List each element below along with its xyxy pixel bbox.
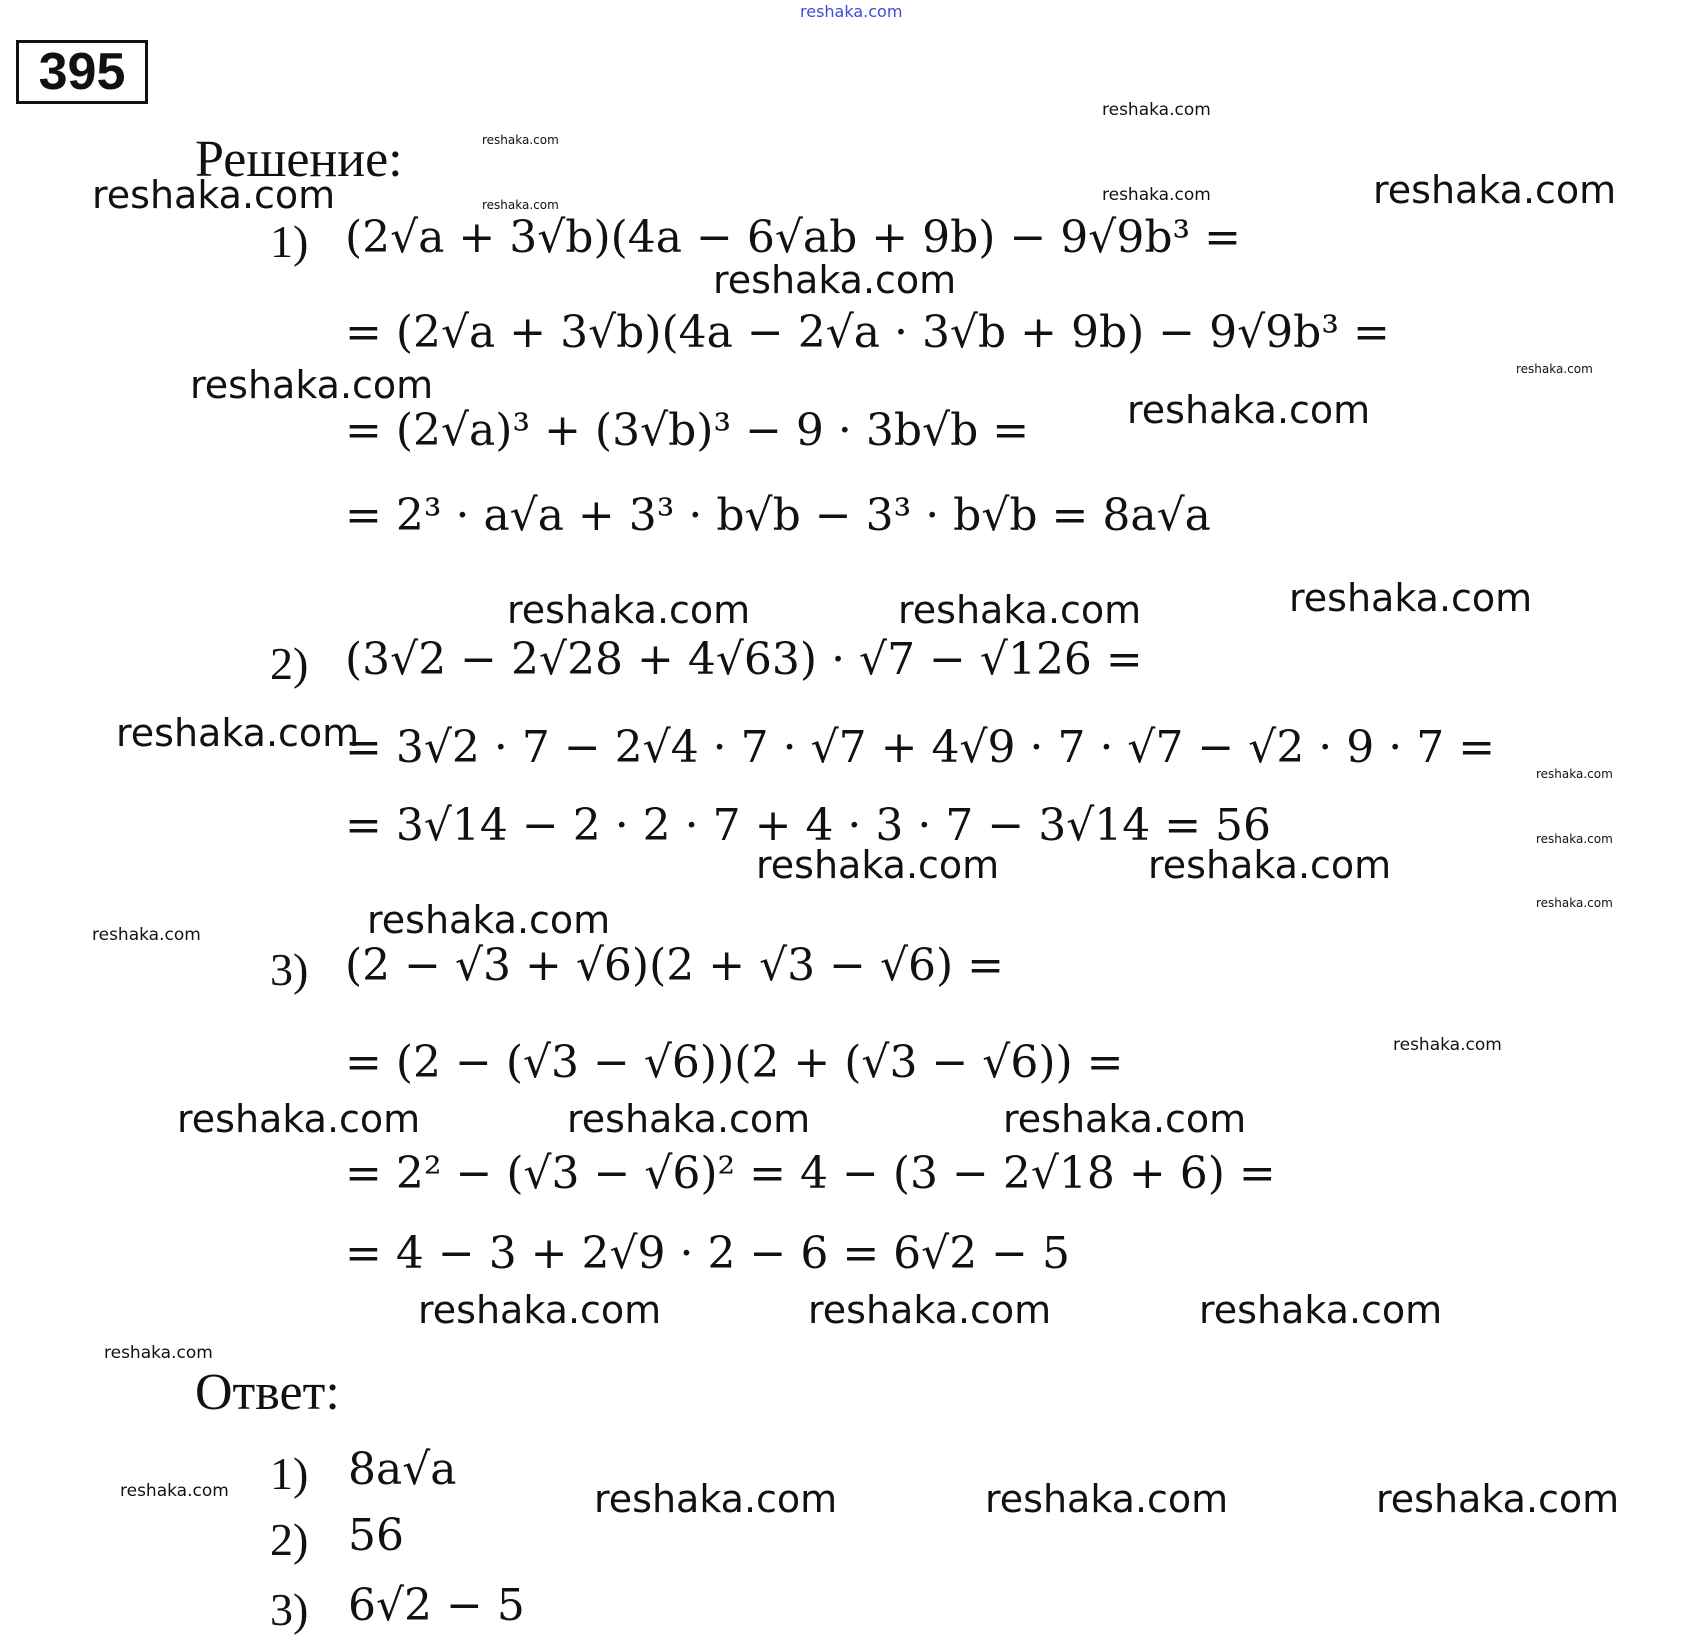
watermark: reshaka.com <box>1536 896 1613 910</box>
part-1-line-4: = 2³ · a√a + 3³ · b√b − 3³ · b√b = 8a√a <box>345 490 1211 541</box>
watermark: reshaka.com <box>1516 362 1593 376</box>
part-3-line-1: (2 − √3 + √6)(2 + √3 − √6) = <box>345 940 1004 991</box>
answer-2-value: 56 <box>348 1510 404 1561</box>
watermark: reshaka.com <box>985 1477 1229 1521</box>
part-1-label: 1) <box>270 216 309 267</box>
watermark: reshaka.com <box>1127 388 1371 432</box>
watermark: reshaka.com <box>1373 168 1617 212</box>
answer-3-label: 3) <box>270 1584 309 1635</box>
watermark: reshaka.com <box>92 925 201 945</box>
watermark: reshaka.com <box>120 1481 229 1501</box>
part-2-line-1: (3√2 − 2√28 + 4√63) · √7 − √126 = <box>345 634 1143 685</box>
watermark: reshaka.com <box>482 133 559 147</box>
watermark: reshaka.com <box>507 588 751 632</box>
watermark: reshaka.com <box>756 843 1000 887</box>
watermark: reshaka.com <box>190 363 434 407</box>
part-1-line-1: (2√a + 3√b)(4a − 6√ab + 9b) − 9√9b³ = <box>345 212 1241 263</box>
watermark: reshaka.com <box>1148 843 1392 887</box>
watermark: reshaka.com <box>177 1097 421 1141</box>
watermark: reshaka.com <box>808 1288 1052 1332</box>
watermark: reshaka.com <box>104 1343 213 1363</box>
watermark: reshaka.com <box>1199 1288 1443 1332</box>
part-2-line-2: = 3√2 · 7 − 2√4 · 7 · √7 + 4√9 · 7 · √7 − √2 · 9 · 7 = <box>345 722 1496 773</box>
watermark: reshaka.com <box>1102 185 1211 205</box>
watermark: reshaka.com <box>1003 1097 1247 1141</box>
watermark: reshaka.com <box>418 1288 662 1332</box>
part-3-label: 3) <box>270 944 309 995</box>
part-1-line-3: = (2√a)³ + (3√b)³ − 9 · 3b√b = <box>345 405 1030 456</box>
watermark-top: reshaka.com <box>800 2 903 21</box>
watermark: reshaka.com <box>116 711 360 755</box>
answer-2-label: 2) <box>270 1514 309 1565</box>
watermark: reshaka.com <box>482 198 559 212</box>
part-2-line-3: = 3√14 − 2 · 2 · 7 + 4 · 3 · 7 − 3√14 = 56 <box>345 800 1272 851</box>
watermark: reshaka.com <box>1393 1035 1502 1055</box>
part-2-label: 2) <box>270 638 309 689</box>
part-1-line-2: = (2√a + 3√b)(4a − 2√a · 3√b + 9b) − 9√9b³ = <box>345 307 1390 358</box>
part-3-line-3: = 2² − (√3 − √6)² = 4 − (3 − 2√18 + 6) = <box>345 1148 1276 1199</box>
watermark: reshaka.com <box>1536 832 1613 846</box>
watermark: reshaka.com <box>1102 100 1211 120</box>
watermark: reshaka.com <box>713 258 957 302</box>
watermark: reshaka.com <box>367 898 611 942</box>
part-3-line-4: = 4 − 3 + 2√9 · 2 − 6 = 6√2 − 5 <box>345 1228 1071 1279</box>
watermark: reshaka.com <box>1376 1477 1620 1521</box>
answer-1-label: 1) <box>270 1448 309 1499</box>
watermark: reshaka.com <box>594 1477 838 1521</box>
solution-heading: Решение: <box>195 131 403 188</box>
watermark: reshaka.com <box>567 1097 811 1141</box>
watermark: reshaka.com <box>898 588 1142 632</box>
answer-1-value: 8a√a <box>348 1444 457 1495</box>
watermark: reshaka.com <box>1289 576 1533 620</box>
problem-number: 395 <box>16 40 148 104</box>
watermark: reshaka.com <box>1536 767 1613 781</box>
answer-heading: Ответ: <box>195 1364 340 1421</box>
answer-3-value: 6√2 − 5 <box>348 1580 525 1631</box>
part-3-line-2: = (2 − (√3 − √6))(2 + (√3 − √6)) = <box>345 1037 1124 1088</box>
watermark: reshaka.com <box>92 173 336 217</box>
